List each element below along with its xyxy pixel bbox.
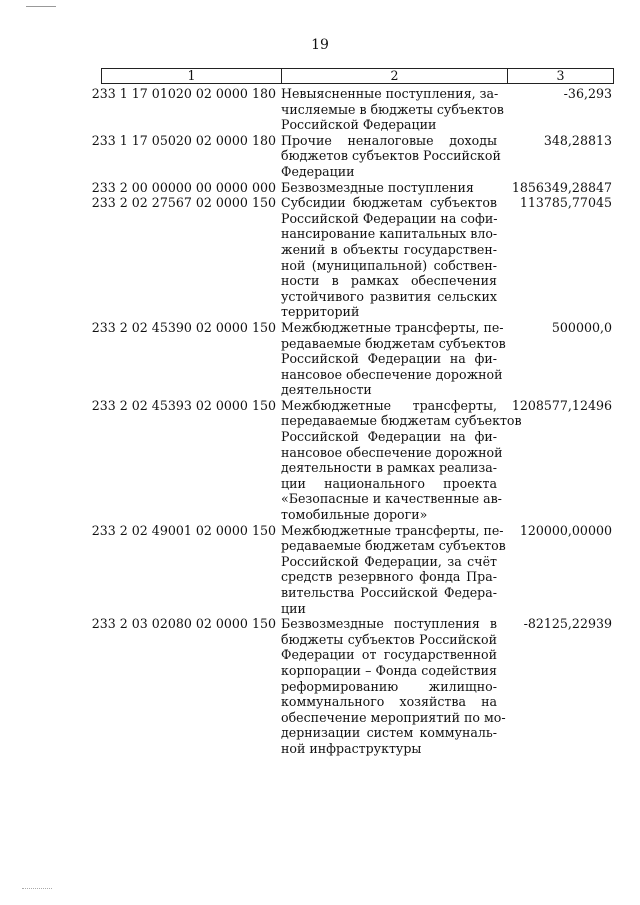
budget-code: 233 2 02 45390 02 0000 150 xyxy=(91,319,276,335)
income-description xyxy=(281,319,506,398)
budget-code: 233 2 02 49001 02 0000 150 xyxy=(91,522,276,538)
amount-value: 1208577,12496 xyxy=(511,397,612,413)
table-row xyxy=(0,86,640,133)
description-line: Субсидии бюджетам субъектов xyxy=(281,195,497,211)
table-row xyxy=(0,320,640,398)
table-row xyxy=(0,398,640,523)
description-line: ной (муниципальной) собствен- xyxy=(281,257,497,273)
description-line: деятельности в рамках реализа- xyxy=(281,460,497,476)
table-header xyxy=(101,68,614,84)
amount-value: -36,293 xyxy=(563,86,612,101)
description-line: томобильные дороги» xyxy=(281,507,428,523)
description-line: Безвозмездные поступления xyxy=(281,179,474,195)
income-description xyxy=(281,195,497,320)
description-line: территорий xyxy=(281,304,360,320)
budget-code: 233 2 03 02080 02 0000 150 xyxy=(91,616,276,632)
amount-value: 500000,0 xyxy=(551,319,612,335)
description-line: Российской Федерации на фи- xyxy=(281,429,497,445)
description-line: Межбюджетные трансферты, пе- xyxy=(281,319,504,335)
description-line: корпорации – Фонда содействия xyxy=(281,662,497,678)
description-line: Межбюджетные трансферты, xyxy=(281,397,497,413)
table-row xyxy=(0,195,640,320)
description-line: Федерации от государственной xyxy=(281,647,497,663)
description-line: нансовое обеспечение дорожной xyxy=(281,444,503,460)
table-body xyxy=(0,86,640,757)
amount-value: 113785,77045 xyxy=(519,195,612,211)
description-line: нансирование капитальных вло- xyxy=(281,226,498,242)
description-line: Российской Федерации на софи- xyxy=(281,210,498,226)
description-line: «Безопасные и качественные ав- xyxy=(281,491,502,507)
description-line: Российской Федерации на фи- xyxy=(281,351,497,367)
scan-mark xyxy=(26,6,56,7)
budget-code: 233 1 17 01020 02 0000 180 xyxy=(91,86,276,101)
amount-value: -82125,22939 xyxy=(523,616,612,632)
header-col-2: 2 xyxy=(282,69,508,83)
description-line: коммунального хозяйства на xyxy=(281,694,497,710)
description-line: Невыясненные поступления, за- xyxy=(281,86,499,101)
description-line: ной инфраструктуры xyxy=(281,740,422,756)
description-line: реформированию жилищно- xyxy=(281,678,497,694)
description-line: Федерации xyxy=(281,163,355,179)
description-line: Межбюджетные трансферты, пе- xyxy=(281,522,504,538)
description-line: деятельности xyxy=(281,382,372,398)
amount-value: 120000,00000 xyxy=(519,522,612,538)
income-description xyxy=(281,86,504,133)
description-line: Безвозмездные поступления в xyxy=(281,616,497,632)
budget-code: 233 2 02 45393 02 0000 150 xyxy=(91,397,276,413)
description-line: устойчивого развития сельских xyxy=(281,288,497,304)
income-description xyxy=(281,132,501,180)
description-line: дернизации систем коммуналь- xyxy=(281,725,497,741)
description-line: Российской Федерации, за счёт xyxy=(281,553,497,569)
income-description xyxy=(281,180,497,196)
income-description xyxy=(281,522,506,617)
description-line: ции национального проекта xyxy=(281,475,497,491)
table-row xyxy=(0,523,640,617)
amount-value: 348,28813 xyxy=(543,132,612,148)
description-line: Прочие неналоговые доходы xyxy=(281,132,497,148)
income-description xyxy=(281,616,506,756)
header-col-1: 1 xyxy=(102,69,282,83)
budget-code: 233 2 02 27567 02 0000 150 xyxy=(91,195,276,211)
amount-value: 1856349,28847 xyxy=(511,179,612,195)
description-line: нансовое обеспечение дорожной xyxy=(281,366,503,382)
description-line: Российской Федерации xyxy=(281,117,437,133)
description-line: бюджетов субъектов Российской xyxy=(281,148,501,164)
description-line: бюджеты субъектов Российской xyxy=(281,631,497,647)
income-description xyxy=(281,397,522,523)
page-number: 19 xyxy=(311,37,329,53)
table-row xyxy=(0,180,640,196)
scan-mark-bottom xyxy=(22,888,52,889)
budget-code: 233 1 17 05020 02 0000 180 xyxy=(91,132,276,148)
description-line: обеспечение мероприятий по мо- xyxy=(281,709,506,725)
budget-code: 233 2 00 00000 00 0000 000 xyxy=(91,179,276,195)
description-line: редаваемые бюджетам субъектов xyxy=(281,538,506,554)
table-row xyxy=(0,133,640,180)
table-row xyxy=(0,616,640,756)
description-line: средств резервного фонда Пра- xyxy=(281,569,497,585)
description-line: вительства Российской Федера- xyxy=(281,585,497,600)
description-line: передаваемые бюджетам субъектов xyxy=(281,413,522,429)
description-line: жений в объекты государствен- xyxy=(281,241,497,257)
header-col-3: 3 xyxy=(556,68,565,83)
description-line: числяемые в бюджеты субъектов xyxy=(281,101,504,117)
description-line: ности в рамках обеспечения xyxy=(281,273,497,289)
description-line: редаваемые бюджетам субъектов xyxy=(281,335,506,351)
description-line: ции xyxy=(281,600,306,616)
